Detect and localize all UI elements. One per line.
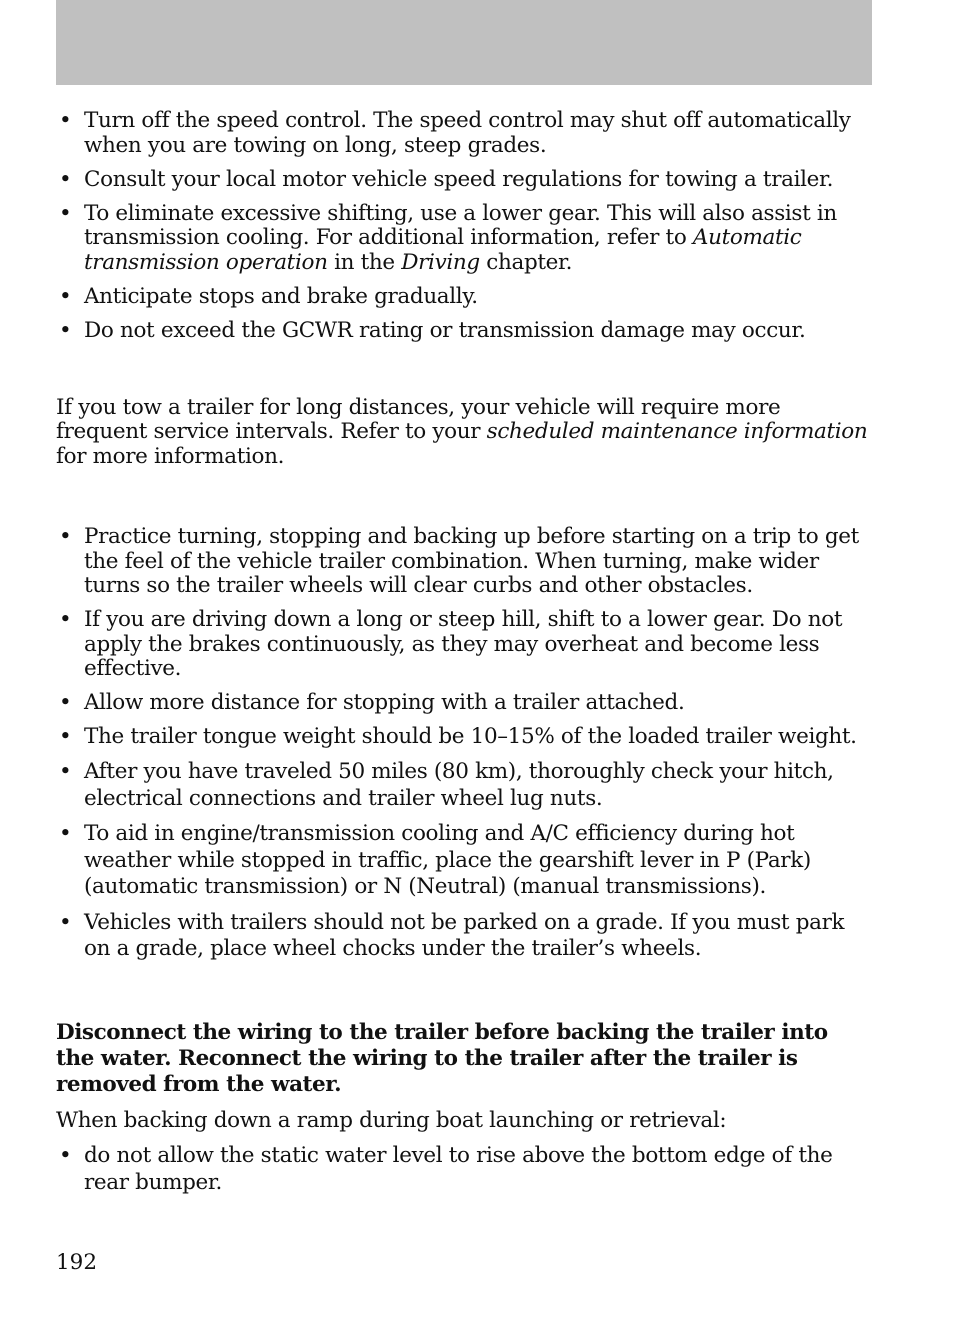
text-run: Vehicles with trailers should not be parked on a grade. If you must park on a grade, place wheel chocks under the trailer’s wheels. <box>84 909 845 961</box>
bullet-item <box>56 759 872 812</box>
text-run: Anticipate stops and brake gradually. <box>84 283 478 309</box>
bullet-item <box>56 168 872 193</box>
bullet-icon: • <box>59 283 72 309</box>
bullet-item <box>56 725 872 750</box>
italic-reference: Driving <box>401 249 480 275</box>
bullet-text <box>84 1143 833 1195</box>
bullet-text <box>84 759 834 811</box>
bullet-text <box>84 910 844 962</box>
text-run: Do not exceed the GCWR rating or transmission damage may occur. <box>84 317 806 343</box>
bullet-item <box>56 202 872 276</box>
towing-tips-list <box>56 109 872 343</box>
text-run: Allow more distance for stopping with a trailer attached. <box>84 690 685 715</box>
page-content <box>56 109 872 1205</box>
bullet-icon: • <box>59 607 72 632</box>
section-spacer <box>56 972 872 1020</box>
bullet-text <box>84 821 811 899</box>
chapter-header-bar <box>56 0 872 85</box>
boat-launch-list <box>56 1143 872 1196</box>
bullet-icon: • <box>59 1143 72 1168</box>
text-run: Consult your local motor vehicle speed regulations for towing a trailer. <box>84 166 834 192</box>
italic-reference: Automatic transmission operation <box>84 225 802 275</box>
servicing-paragraph <box>56 396 872 470</box>
bullet-icon: • <box>59 108 72 133</box>
text-run: Practice turning, stopping and backing up before starting on a trip to get the feel of the vehicle trailer combination. When turning, make wider turns so the trailer wheels will clear curbs and other obstacles. <box>84 524 859 598</box>
bullet-text <box>84 318 805 343</box>
text-run: do not allow the static water level to rise above the bottom edge of the rear bumper. <box>84 1143 833 1195</box>
bullet-item <box>56 285 872 310</box>
boat-launch-intro: When backing down a ramp during boat launching or retrieval: <box>56 1107 727 1133</box>
bullet-item <box>56 821 872 901</box>
bullet-icon: • <box>59 166 72 192</box>
text-run: After you have traveled 50 miles (80 km), thoroughly check your hitch, electrical connections and trailer wheel lug nuts. <box>84 759 834 811</box>
text-run: for more information. <box>56 443 285 469</box>
bullet-icon: • <box>59 317 72 343</box>
boat-launch-warning: Disconnect the wiring to the trailer before backing the trailer into the water. Reconnect the wiring to the trailer after the trailer is removed from the water. <box>56 1019 828 1097</box>
bullet-item <box>56 109 872 158</box>
text-run: Turn off the speed control. The speed control may shut off automatically when you are towing on long, steep grades. <box>84 108 851 158</box>
text-run: To aid in engine/transmission cooling and A/C efficiency during hot weather while stopped in traffic, place the gearshift lever in P (Park) (automatic transmission) or N (Neutral) (manual transmissions). <box>84 821 811 899</box>
section-spacer <box>56 469 872 525</box>
bullet-item <box>56 910 872 963</box>
bullet-item <box>56 319 872 344</box>
driving-tips-list <box>56 525 872 963</box>
bullet-item <box>56 1143 872 1196</box>
section-spacer <box>56 353 872 396</box>
bullet-icon: • <box>59 821 72 846</box>
italic-reference: scheduled maintenance information <box>486 419 868 444</box>
text-run: To eliminate excessive shifting, use a lower gear. This will also assist in transmission cooling. For additional information, refer to <box>84 200 837 250</box>
text-run: The trailer tongue weight should be 10–15% of the loaded trailer weight. <box>84 724 857 749</box>
bullet-text <box>84 724 857 749</box>
bullet-text <box>84 524 859 598</box>
text-run: If you tow a trailer for long distances, your vehicle will require more frequent service intervals. Refer to your <box>56 394 781 444</box>
bullet-icon: • <box>59 724 72 749</box>
page-number: 192 <box>56 1250 98 1275</box>
bullet-text <box>84 108 851 158</box>
text-run: chapter. <box>479 249 573 275</box>
bullet-text <box>84 607 842 681</box>
bullet-text <box>84 201 837 275</box>
bullet-icon: • <box>59 200 72 226</box>
bullet-text <box>84 690 684 715</box>
bullet-item <box>56 691 872 716</box>
bullet-item <box>56 525 872 599</box>
bullet-icon: • <box>59 909 72 935</box>
bullet-text <box>84 284 478 309</box>
bullet-text <box>84 167 833 192</box>
text-run: in the <box>327 249 402 275</box>
text-run: If you are driving down a long or steep hill, shift to a lower gear. Do not apply the brakes continuously, as they may overheat and become less effective. <box>84 607 843 681</box>
bullet-icon: • <box>59 524 72 549</box>
bullet-icon: • <box>59 690 72 715</box>
bullet-icon: • <box>59 759 72 784</box>
bullet-item <box>56 608 872 682</box>
